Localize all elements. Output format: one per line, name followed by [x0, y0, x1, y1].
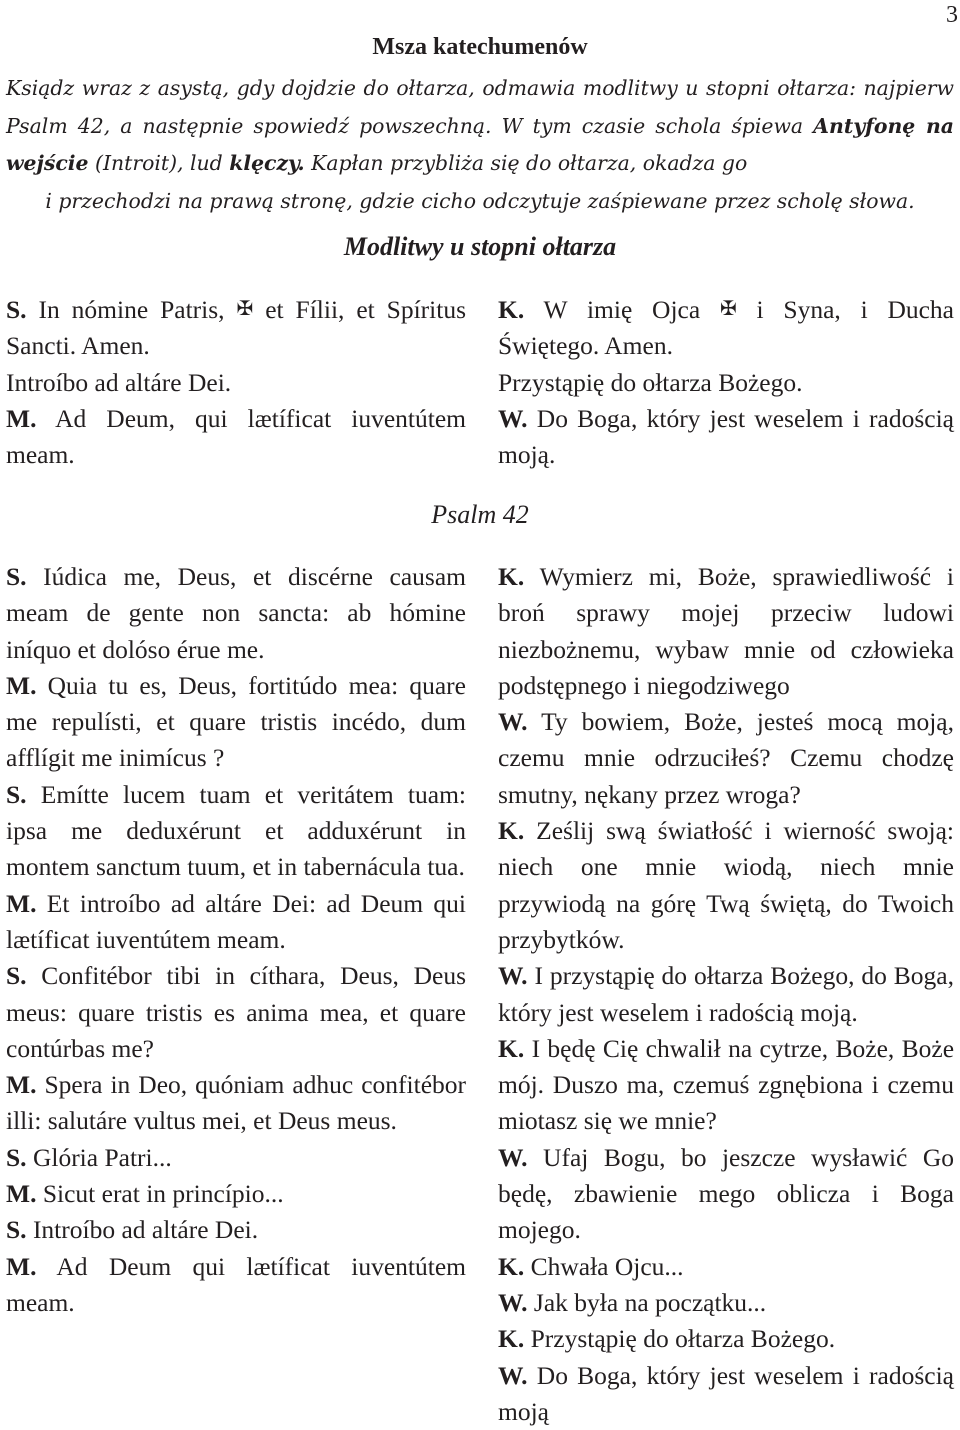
psalm-verse	[498, 813, 954, 958]
psalm-verse	[498, 704, 954, 813]
dialogue-text: i Syna, i Ducha Świętego. Amen.	[498, 295, 954, 361]
psalm-verse	[6, 1067, 466, 1140]
rubric-intro	[6, 70, 954, 220]
speaker-label: M.	[6, 888, 37, 918]
rubric-bold-text: klęczy.	[229, 151, 305, 175]
speaker-label: S.	[6, 1142, 27, 1172]
psalm-verse	[498, 1358, 954, 1430]
verse-text: Jak była na początku...	[533, 1287, 767, 1317]
dialogue-line	[6, 365, 466, 401]
rubric-text: Ksiądz wraz z asystą, gdy dojdzie do ołtarza, odmawia modlitwy u stopni ołtarza: najpierw Psalm 42, a następnie spowiedź powszechną. W tym czasie schola śpiewa	[6, 76, 954, 138]
verse-text: Ześlij swą światłość i wierność swoją: niech one mnie wiodą, niech mnie przywiodą na górę Twą świętą, do Twoich przybytków.	[498, 816, 954, 954]
dialogue-text: W imię Ojca	[543, 295, 701, 324]
polish-column-psalm	[498, 559, 954, 1430]
psalm-verse	[498, 1249, 954, 1285]
rubric-text: (Introit), lud	[95, 151, 223, 175]
dialogue-text: In nómine Patris,	[38, 295, 225, 324]
verse-text: Przystąpię do ołtarza Bożego.	[530, 1324, 836, 1354]
verse-text: Ufaj Bogu, bo jeszcze wysławić Go będę, zbawienie mego oblicza i Boga mojego.	[498, 1142, 954, 1245]
speaker-label: S.	[6, 779, 27, 809]
dialogue-line	[6, 291, 466, 365]
psalm-verse	[498, 559, 954, 704]
psalm-verse	[6, 777, 466, 886]
psalm-verse	[6, 1140, 466, 1176]
cross-icon: ✠	[719, 298, 737, 320]
speaker-label: S.	[6, 295, 27, 324]
psalm-verse	[498, 1321, 954, 1357]
speaker-label: K.	[498, 295, 525, 324]
dialogue-line	[498, 401, 954, 474]
speaker-label: K.	[498, 562, 525, 591]
verse-text: Glória Patri...	[32, 1142, 172, 1172]
verse-text: Do Boga, który jest weselem i radością moją	[498, 1360, 955, 1426]
latin-column-prayers	[6, 291, 466, 473]
speaker-label: K.	[498, 816, 525, 846]
verse-text: Iúdica me, Deus, et discérne causam meam de gente non sancta: ab hómine iníquo et dolóso érue me.	[6, 562, 467, 664]
speaker-label: W.	[498, 1360, 528, 1390]
psalm-verse	[6, 958, 466, 1067]
verse-text: Ty bowiem, Boże, jesteś mocą moją, czemu mnie odrzuciłeś? Czemu chodzę smutny, nękany przez wroga?	[498, 707, 954, 809]
dialogue-line	[498, 291, 954, 365]
psalm-verse	[6, 1176, 466, 1212]
verse-text: Emítte lucem tuam et veritátem tuam: ipsa me deduxérunt et adduxérunt in montem sanctum tuum, et in tabernácula tua.	[6, 779, 466, 882]
psalm-verse	[6, 886, 466, 959]
dialogue-text: Przystąpię do ołtarza Bożego.	[498, 367, 803, 397]
psalm-verse	[6, 1212, 466, 1248]
latin-column-psalm	[6, 559, 466, 1321]
verse-text: Et introíbo ad altáre Dei: ad Deum qui lætíficat iuventútem meam.	[6, 888, 467, 954]
verse-text: Ad Deum qui lætíficat iuventútem meam.	[6, 1251, 467, 1317]
cross-icon: ✠	[236, 298, 254, 320]
dialogue-text: Ad Deum, qui lætíficat iuventútem meam.	[6, 403, 466, 470]
speaker-label: M.	[6, 1251, 37, 1281]
page-number: 3	[946, 2, 958, 28]
psalm-verse	[6, 559, 466, 668]
verse-text: I będę Cię chwalił na cytrze, Boże, Boże mój. Duszo ma, czemuś zgnębiona i czemu miotasz się we mnie?	[498, 1033, 955, 1136]
verse-text: Wymierz mi, Boże, sprawiedliwość i broń sprawy mojej przeciw ludowi niezbożnemu, wybaw mnie od człowieka podstępnego i niegodziwego	[498, 562, 954, 700]
psalm-heading: Psalm 42	[431, 500, 529, 529]
rubric-text: Kapłan przybliża się do ołtarza, okadza go	[311, 151, 748, 175]
verse-text: Spera in Deo, quóniam adhuc confitébor illi: salutáre vultus mei, et Deus meus.	[6, 1070, 466, 1136]
speaker-label: S.	[6, 961, 27, 991]
dialogue-text: Do Boga, który jest weselem i radością moją.	[498, 403, 955, 470]
rubric-text: i przechodzi na prawą stronę, gdzie cicho odczytuje zaśpiewane przez scholę słowa.	[45, 188, 915, 213]
speaker-label: S.	[6, 562, 27, 591]
polish-column-prayers	[498, 291, 954, 473]
dialogue-line	[6, 401, 466, 474]
verse-text: Chwała Ojcu...	[530, 1251, 684, 1281]
page-title: Msza katechumenów	[372, 34, 588, 60]
speaker-label: S.	[6, 1215, 27, 1245]
speaker-label: W.	[498, 1287, 528, 1317]
speaker-label: K.	[498, 1033, 525, 1063]
speaker-label: W.	[498, 403, 528, 433]
speaker-label: W.	[498, 1142, 528, 1172]
section-heading: Modlitwy u stopni ołtarza	[343, 232, 617, 261]
speaker-label: K.	[498, 1251, 525, 1281]
verse-text: Confitébor tibi in cíthara, Deus, Deus meus: quare tristis es anima mea, et quare contúrbas me?	[6, 961, 467, 1063]
verse-text: Introíbo ad altáre Dei.	[32, 1215, 259, 1245]
psalm-verse	[498, 958, 954, 1031]
psalm-verse	[498, 1285, 954, 1321]
speaker-label: W.	[498, 961, 528, 991]
speaker-label: M.	[6, 1179, 37, 1209]
dialogue-text: et Fílii, et Spíritus Sancti. Amen.	[6, 295, 467, 361]
verse-text: Sicut erat in princípio...	[42, 1179, 284, 1209]
psalm-verse	[6, 668, 466, 777]
speaker-label: M.	[6, 670, 37, 700]
speaker-label: M.	[6, 1070, 37, 1100]
verse-text: I przystąpię do ołtarza Bożego, do Boga, który jest weselem i radością moją.	[498, 961, 954, 1027]
dialogue-line	[498, 365, 954, 401]
psalm-verse	[498, 1031, 954, 1140]
psalm-verse	[498, 1140, 954, 1249]
rubric-bold-text: Antyfonę na wejście	[6, 113, 955, 175]
psalm-verse	[6, 1249, 466, 1322]
verse-text: Quia tu es, Deus, fortitúdo mea: quare me repulísti, et quare tristis incédo, dum afflígit me inimícus ?	[6, 670, 466, 773]
speaker-label: W.	[498, 707, 528, 737]
speaker-label: M.	[6, 403, 37, 433]
dialogue-text: Introíbo ad altáre Dei.	[6, 367, 232, 397]
speaker-label: K.	[498, 1324, 525, 1354]
